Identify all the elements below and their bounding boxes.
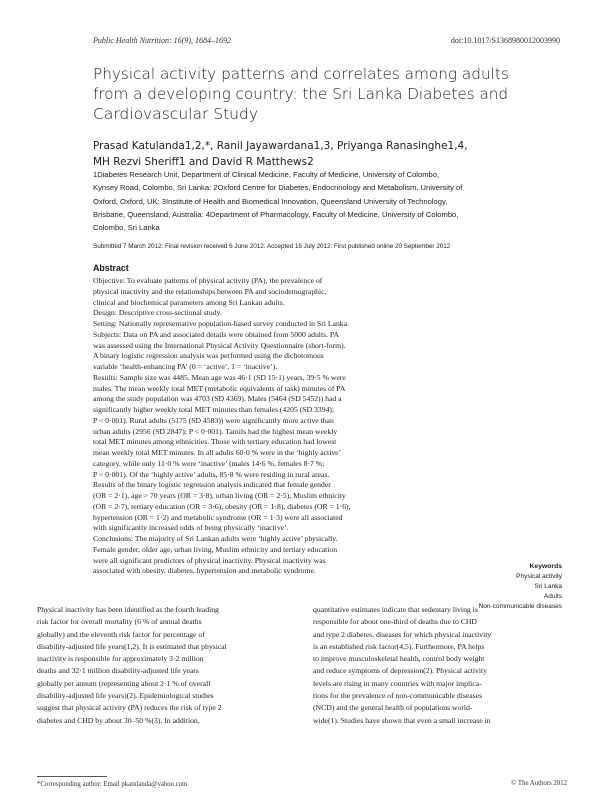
abstract-line: Conclusions: The majority of Sri Lankan adults were ‘highly active’ physically.: [93, 534, 338, 543]
body-line: and type 2 diabetes, diseases for which physical inactivity: [313, 629, 492, 639]
abstract-line: (OR = 2·1), age > 70 years (OR = 3·8), urban living (OR = 2·5), Muslim ethnicity: [93, 491, 346, 500]
doi[interactable]: doi:10.1017/S1368980012003990: [450, 36, 560, 45]
abstract-line: P < 0·001). Rural adults (5175 (SD 4583)) were significantly more active than: [93, 415, 334, 425]
abstract-line: P < 0·001). Of the ‘highly active’ adults, 85·8 % were residing in rural areas.: [93, 469, 330, 479]
footnote-divider: [37, 776, 107, 777]
abstract-line: Results of the binary logistic regression analysis indicated that female gender: [93, 480, 331, 490]
abstract-line: mean weekly total MET minutes. In all adults 60·0 % were in the ‘highly active’: [93, 448, 342, 457]
keyword-item: Physical activity: [516, 573, 562, 580]
author-line: Prasad Katulanda1,2,*, Ranil Jayawardana1,3, Priyanga Ranasinghe1,4,: [93, 140, 468, 152]
affiliation-line: Brisbane, Queensland, Australia: 4Department of Pharmacology, Faculty of Medicine, University of Colombo,: [93, 209, 459, 219]
body-line: deaths and 32·1 million disability-adjusted life years: [37, 666, 199, 676]
body-line: to improve musculoskeletal health, control body weight: [313, 654, 485, 664]
abstract-line: hypertension (OR = 1·2) and metabolic syndrome (OR = 1·3) were all associated: [93, 512, 343, 522]
abstract-line: A binary logistic regression analysis was performed using the dichotomous: [93, 351, 324, 361]
abstract-line: physical inactivity and the relationships between PA and sociodemographic,: [93, 286, 327, 296]
abstract-line: with significantly increased odds of being physically ‘inactive’.: [93, 523, 289, 533]
body-line: and reduce symptoms of depression(2). Physical activity: [313, 666, 487, 676]
author-list: [93, 138, 533, 170]
keyword-item: Sri Lanka: [534, 583, 562, 590]
body-line: responsible for about one-third of deaths due to CHD: [313, 617, 477, 627]
body-line: risk factor for overall mortality (6 % of annual deaths: [37, 617, 202, 627]
submission-dates: Submitted 7 March 2012: Final revision received 6 June 2012: Accepted 16 July 2012: First published online 20 September 2012: [93, 243, 451, 250]
copyright: © The Authors 2012: [511, 780, 567, 787]
body-line: inactivity is responsible for approximately 3·2 million: [37, 654, 204, 664]
body-line: suggest that physical activity (PA) reduces the risk of type 2: [37, 703, 222, 713]
abstract-line: Subjects: Data on PA and associated details were obtained from 5000 adults. PA: [93, 329, 340, 339]
abstract-line: (OR = 2·7), tertiary education (OR = 3·6), obesity (OR = 1·8), diabetes (OR = 1·6),: [93, 501, 351, 511]
abstract-line: associated with obesity, diabetes, hypertension and metabolic syndrome.: [93, 566, 316, 576]
journal-citation: Public Health Nutrition: 16(9), 1684–1692: [93, 36, 231, 45]
abstract-line: category, while only 11·0 % were ‘inactive’ (males 14·6 %, females 8·7 %;: [93, 458, 325, 468]
article-title: [93, 64, 513, 124]
abstract-heading: Abstract: [93, 263, 129, 273]
body-line: quantitative estimates indicate that sedentary living is: [313, 605, 478, 614]
abstract-line: Objective: To evaluate patterns of physical activity (PA), the prevalence of: [93, 276, 323, 285]
title-line: Physical activity patterns and correlates among adults: [93, 65, 509, 83]
body-line: tions for the prevalence of non-communicable diseases: [313, 691, 483, 701]
body-line: is an established risk factor(4,5). Furthermore, PA helps: [313, 641, 485, 651]
abstract-line: Results: Sample size was 4485. Mean age was 46·1 (SD 15·1) years, 39·5 % were: [93, 372, 346, 382]
abstract-line: Setting: Nationally representative population-based survey conducted in Sri Lanka.: [93, 319, 349, 328]
abstract-line: among the study population was 4703 (SD 4369). Males (5464 (SD 5452)) had a: [93, 394, 342, 404]
author-line: MH Rezvi Sheriff1 and David R Matthews2: [93, 156, 314, 168]
affiliation-line: 1Diabetes Research Unit, Department of Clinical Medicine, Faculty of Medicine, University of Colombo,: [93, 170, 440, 179]
abstract-line: significantly higher weekly total MET minutes than females (4205 (SD 3394);: [93, 405, 335, 414]
body-line: levels are rising in many countries with major implica-: [313, 678, 482, 688]
affiliation-line: Kynsey Road, Colombo, Sri Lanka: 2Oxford Centre for Diabetes, Endocrinology and Metabolism, University of: [93, 183, 463, 193]
abstract-line: was assessed using the International Physical Activity Questionnaire (short-form).: [93, 340, 346, 350]
keywords-heading: Keywords: [529, 563, 562, 570]
body-line: diabetes and CHD by about 30–50 %(3). In addition,: [37, 715, 200, 725]
abstract-line: variable ‘health-enhancing PA’ (0 = ‘active’, 1 = ‘inactive’).: [93, 362, 278, 371]
abstract-line: clinical and biochemical parameters among Sri Lankan adults.: [93, 297, 285, 307]
abstract-line: urban adults (2956 (SD 2847); P < 0·001). Tamils had the highest mean weekly: [93, 426, 338, 436]
abstract-line: Female gender, older age, urban living, Muslim ethnicity and tertiary education: [93, 544, 338, 554]
affiliations: [93, 168, 568, 234]
body-line: Physical inactivity has been identified as the fourth leading: [37, 605, 219, 614]
body-line: disability-adjusted life years)(2). Epidemiological studies: [37, 691, 214, 701]
body-column-left: [37, 604, 282, 727]
abstract-line: total MET minutes among ethnicities. Those with tertiary education had lowest: [93, 437, 337, 447]
body-column-right: [313, 604, 558, 727]
keyword-item: Adults: [543, 593, 562, 600]
abstract-body: [93, 276, 415, 577]
affiliation-line: Oxford, Oxford, UK: 3Institute of Health and Biomedical Innovation, Queensland University of Technology,: [93, 196, 448, 206]
body-line: (NCD) and the general health of populations world-: [313, 703, 473, 713]
title-line: from a developing country: the Sri Lanka Diabetes and: [93, 85, 509, 103]
body-line: wide(1). Studies have shown that even a small increase in: [313, 715, 491, 725]
body-line: disability-adjusted life years(1,2). It is estimated that physical: [37, 641, 227, 651]
abstract-line: were all significant predictors of physical inactivity. Physical inactivity was: [93, 555, 326, 565]
keyword-item: Non-communicable diseases: [478, 603, 562, 610]
body-line: globally) and the eleventh risk factor for percentage of: [37, 629, 205, 639]
body-line: globally per annum (representing about 2·1 % of overall: [37, 678, 211, 688]
abstract-line: males. The mean weekly total MET (metabolic equivalents of task) minutes of PA: [93, 383, 346, 393]
corresponding-author[interactable]: *Corresponding author: Email pkatulanda@yahoo.com: [37, 781, 188, 788]
affiliation-line: Colombo, Sri Lanka: [93, 223, 160, 233]
title-line: Cardiovascular Study: [93, 105, 258, 123]
abstract-line: Design: Descriptive cross-sectional study.: [93, 308, 222, 318]
